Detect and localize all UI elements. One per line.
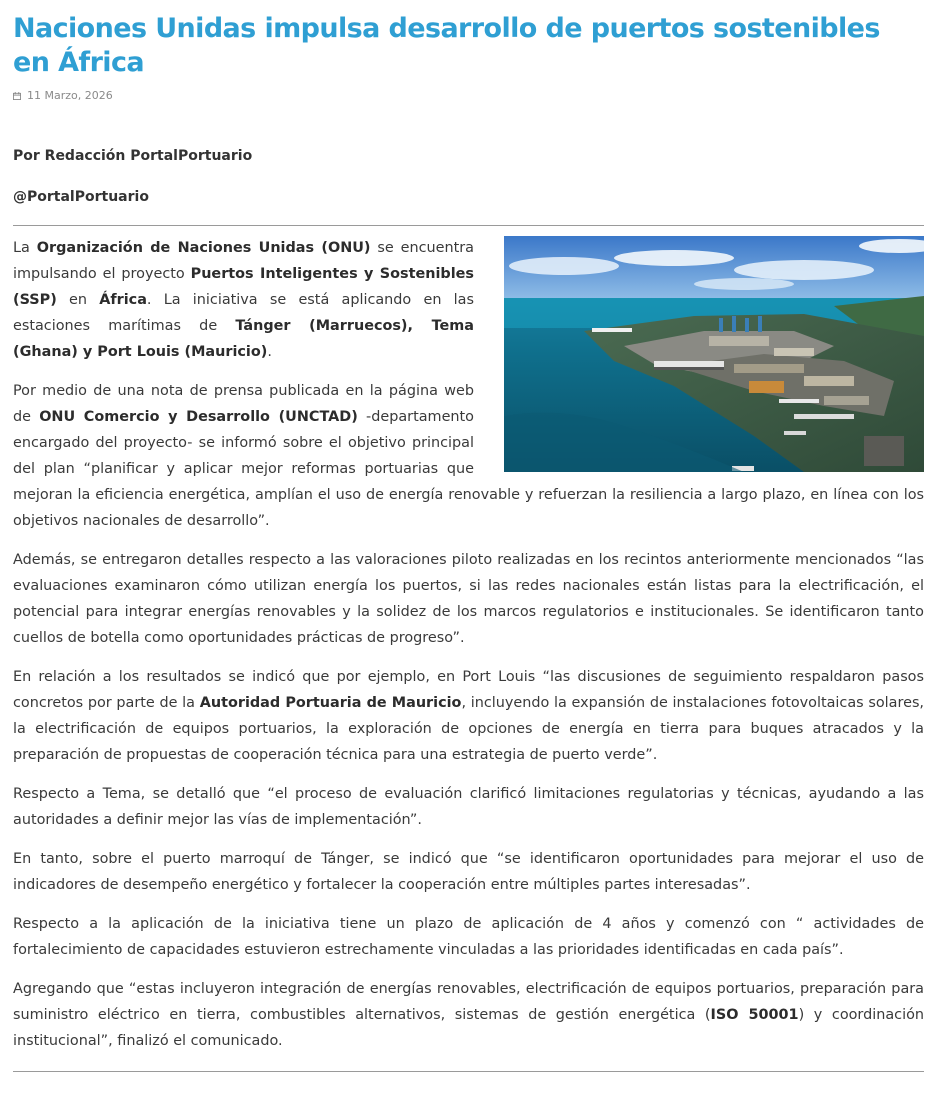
article-body [13,235,924,1054]
calendar-icon [13,92,21,100]
paragraph-5: Respecto a Tema, se detalló que “el proceso de evaluación clarificó limitaciones regulatorias y técnicas, ayudando a las autoridades a definir mejor las vías de implementación”. [13,786,924,828]
author-handle[interactable]: @PortalPortuario [13,189,149,205]
port-aerial-image [504,236,924,472]
emphasis-iso: ISO 50001 [710,1007,799,1023]
divider [13,225,924,226]
emphasis-authority: Autoridad Portuaria de Mauricio [199,695,462,711]
paragraph-2: Por medio de una nota de prensa publicada en la página web de ONU Comercio y Desarrollo (UNCTAD) -departamento encargado del proyecto- se informó sobre el objetivo principal del plan “planificar y aplicar mejor reformas portuarias que mejoran la eficiencia energética, amplían el uso de energía renovable y refuerzan la resiliencia a largo plazo, en línea con los objetivos nacionales de desarrollo”. [13,383,924,529]
date-text: 11 Marzo, 2026 [27,89,113,102]
emphasis-onu: Organización de Naciones Unidas (ONU) [36,240,371,256]
paragraph-7: Respecto a la aplicación de la iniciativa tiene un plazo de aplicación de 4 años y comenzó con “ actividades de fortalecimiento de capacidades estuvieron estrechamente vinculadas a las prioridades identificadas en cada país”. [13,916,924,958]
bottom-divider [13,1071,924,1072]
article-title[interactable]: Naciones Unidas impulsa desarrollo de puertos sostenibles en África [13,13,880,78]
paragraph-4: En relación a los resultados se indicó que por ejemplo, en Port Louis “las discusiones de seguimiento respaldaron pasos concretos por parte de la Autoridad Portuaria de Mauricio, incluyendo la expansión de instalaciones fotovoltaicas solares, la electrificación de equipos portuarios, la exploración de opciones de energía en tierra para buques atracados y la preparación de propuestas de cooperación técnica para una estrategia de puerto verde”. [13,669,925,763]
paragraph-1: La Organización de Naciones Unidas (ONU) se encuentra impulsando el proyecto Puertos Inteligentes y Sostenibles (SSP) en África. La iniciativa se está aplicando en las estaciones marítimas de Tánger (Marruecos), Tema (Ghana) y Port Louis (Mauricio). [13,240,475,360]
paragraph-3: Además, se entregaron detalles respecto a las valoraciones piloto realizadas en los recintos anteriormente mencionados “las evaluaciones examinaron cómo utilizan energía los puertos, si las redes nacionales están listas para la electrificación, el potencial para integrar energías renovables y la solidez de los marcos regulatorios e institucionales. Se identificaron tanto cuellos de botella como oportunidades prácticas de progreso”. [13,552,924,646]
article-date [13,89,924,102]
byline: Por Redacción PortalPortuario [13,148,253,164]
article [13,0,924,1067]
emphasis-africa: África [99,292,147,308]
emphasis-unctad: ONU Comercio y Desarrollo (UNCTAD) [39,409,358,425]
paragraph-6: En tanto, sobre el puerto marroquí de Tánger, se indicó que “se identificaron oportunidades para mejorar el uso de indicadores de desempeño energético y fortalecer la cooperación entre múltiples partes interesadas”. [13,851,924,893]
emphasis-ports: Tánger (Marruecos), Tema (Ghana) y Port Louis (Mauricio) [13,318,475,360]
emphasis-ssp: Puertos Inteligentes y Sostenibles (SSP) [13,266,474,308]
paragraph-8: Agregando que “estas incluyeron integración de energías renovables, electrificación de equipos portuarios, preparación para suministro eléctrico en tierra, combustibles alternativos, sistemas de gestión energética (ISO 50001) y coordinación institucional”, finalizó el comunicado. [13,981,924,1049]
